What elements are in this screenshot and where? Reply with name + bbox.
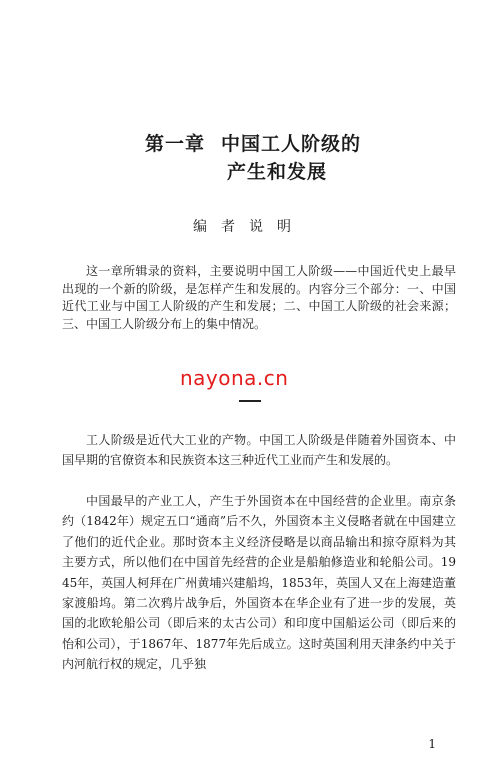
editor-note-text: 这一章所辑录的资料，主要说明中国工人阶级——中国近代史上最早出现的一个新的阶级，是怎样产生和发展的。内容分三个部分：一、中国近代工业与中国工人阶级的产生和发展；二、中国工人阶级的社会来源；三、中国工人阶级分布上的集中情况。: [62, 264, 456, 331]
body-paragraph-1: 工人阶级是近代大工业的产物。中国工人阶级是伴随着外国资本、中国早期的官僚资本和民族资本这三种近代工业而产生和发展的。: [62, 433, 456, 468]
chapter-title-line1: 中国工人阶级的: [221, 133, 362, 155]
body-paragraph-2: 中国最早的产业工人，产生于外国资本在中国经营的企业里。南京条约（1842年）规定五口“通商”后不久，外国资本主义侵略者就在中国建立了他们的近代企业。那时资本主义经济侵略是以商品输出和掠夺原料为其主要方式，所以他们在中国首先经营的企业是船舶修造业和轮船公司。1945年，英国人柯拜在广州黄埔兴建船坞，1853年，英国人又在上海建造董家渡船坞。第二次鸦片战争后，外国资本在华企业有了进一步的发展，英国的北欧轮船公司（即后来的太古公司）和印度中国船运公司（即后来的怡和公司），于1867年、1877年先后成立。这时英国利用天津条约中关于内河航行权的规定，几乎独: [62, 494, 456, 672]
chapter-title: [145, 130, 361, 186]
page-number: 1: [428, 737, 436, 751]
chapter-title-line2: 产生和发展: [227, 161, 328, 183]
chapter-number: 第一章: [145, 133, 206, 155]
section-number: [239, 400, 261, 402]
editor-note-heading: 编者说明: [193, 219, 305, 235]
watermark: nayona.cn: [180, 366, 289, 390]
